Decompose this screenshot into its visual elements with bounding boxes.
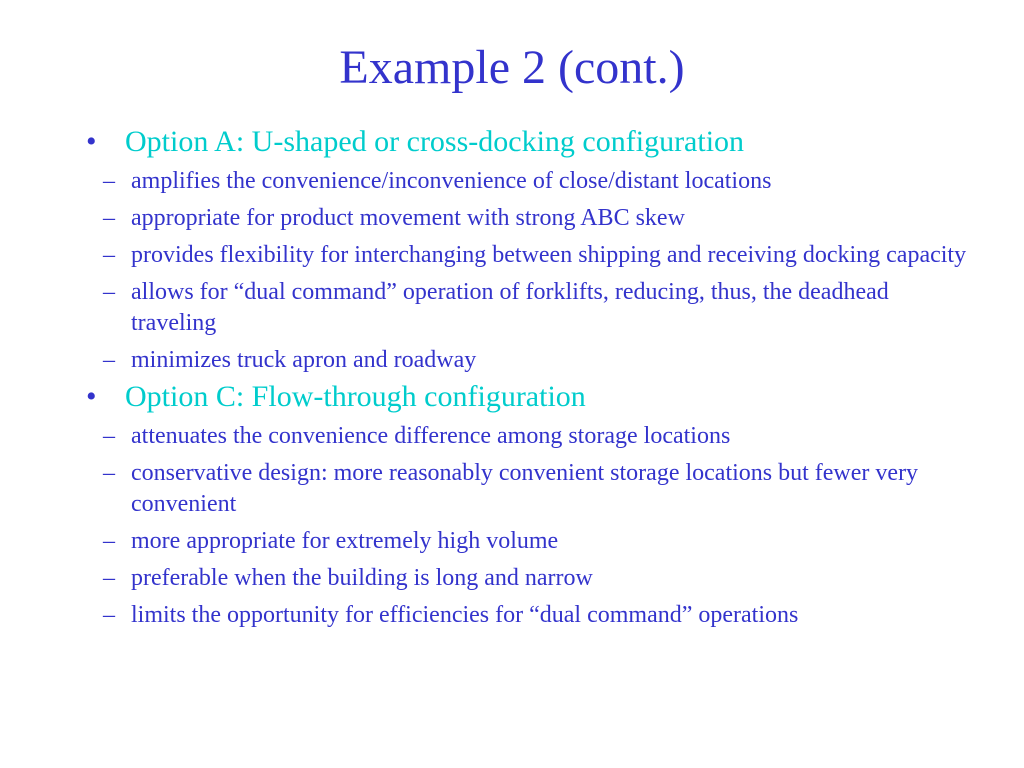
sub-item-text: attenuates the convenience difference among storage locations — [131, 423, 731, 449]
dash-icon: – — [103, 528, 115, 554]
sub-item-text: amplifies the convenience/inconvenience of close/distant locations — [131, 168, 772, 194]
sub-item — [86, 277, 976, 339]
sub-item-text: minimizes truck apron and roadway — [131, 347, 477, 373]
dash-icon: – — [103, 205, 115, 231]
sub-item — [86, 563, 976, 594]
slide-title: Example 2 (cont.) — [339, 41, 685, 94]
bullet-heading — [86, 124, 976, 160]
sub-item — [86, 166, 976, 197]
sub-item — [86, 240, 976, 271]
sub-item-text: limits the opportunity for efficiencies for “dual command” operations — [131, 602, 799, 628]
sub-item-text: preferable when the building is long and narrow — [131, 565, 593, 591]
sub-item — [86, 458, 976, 520]
sub-item-text: provides flexibility for interchanging between shipping and receiving docking capacity — [131, 242, 967, 268]
bullet-heading — [86, 379, 976, 415]
dash-icon: – — [103, 168, 115, 194]
dash-icon: – — [103, 602, 115, 628]
dash-icon: – — [103, 347, 115, 373]
dash-icon: – — [103, 565, 115, 591]
sub-item-text: more appropriate for extremely high volume — [131, 528, 559, 554]
sub-item-text: conservative design: more reasonably convenient storage locations but fewer very convenient — [131, 460, 919, 517]
sub-item-text: appropriate for product movement with strong ABC skew — [131, 205, 685, 231]
dash-icon: – — [103, 460, 115, 486]
bullet-icon: • — [86, 125, 97, 158]
bullet-icon: • — [86, 380, 97, 413]
sub-item — [86, 600, 976, 631]
dash-icon: – — [103, 279, 115, 305]
section-option-c — [86, 379, 976, 631]
sub-item — [86, 526, 976, 557]
dash-icon: – — [103, 242, 115, 268]
slide-body — [86, 124, 976, 634]
sub-item — [86, 421, 976, 452]
sub-item — [86, 345, 976, 376]
section-option-a — [86, 124, 976, 376]
section-heading: Option C: Flow-through configuration — [125, 380, 586, 413]
section-heading: Option A: U-shaped or cross-docking configuration — [125, 125, 745, 158]
sub-item-text: allows for “dual command” operation of forklifts, reducing, thus, the deadhead traveling — [131, 279, 889, 336]
sub-item — [86, 203, 976, 234]
dash-icon: – — [103, 423, 115, 449]
